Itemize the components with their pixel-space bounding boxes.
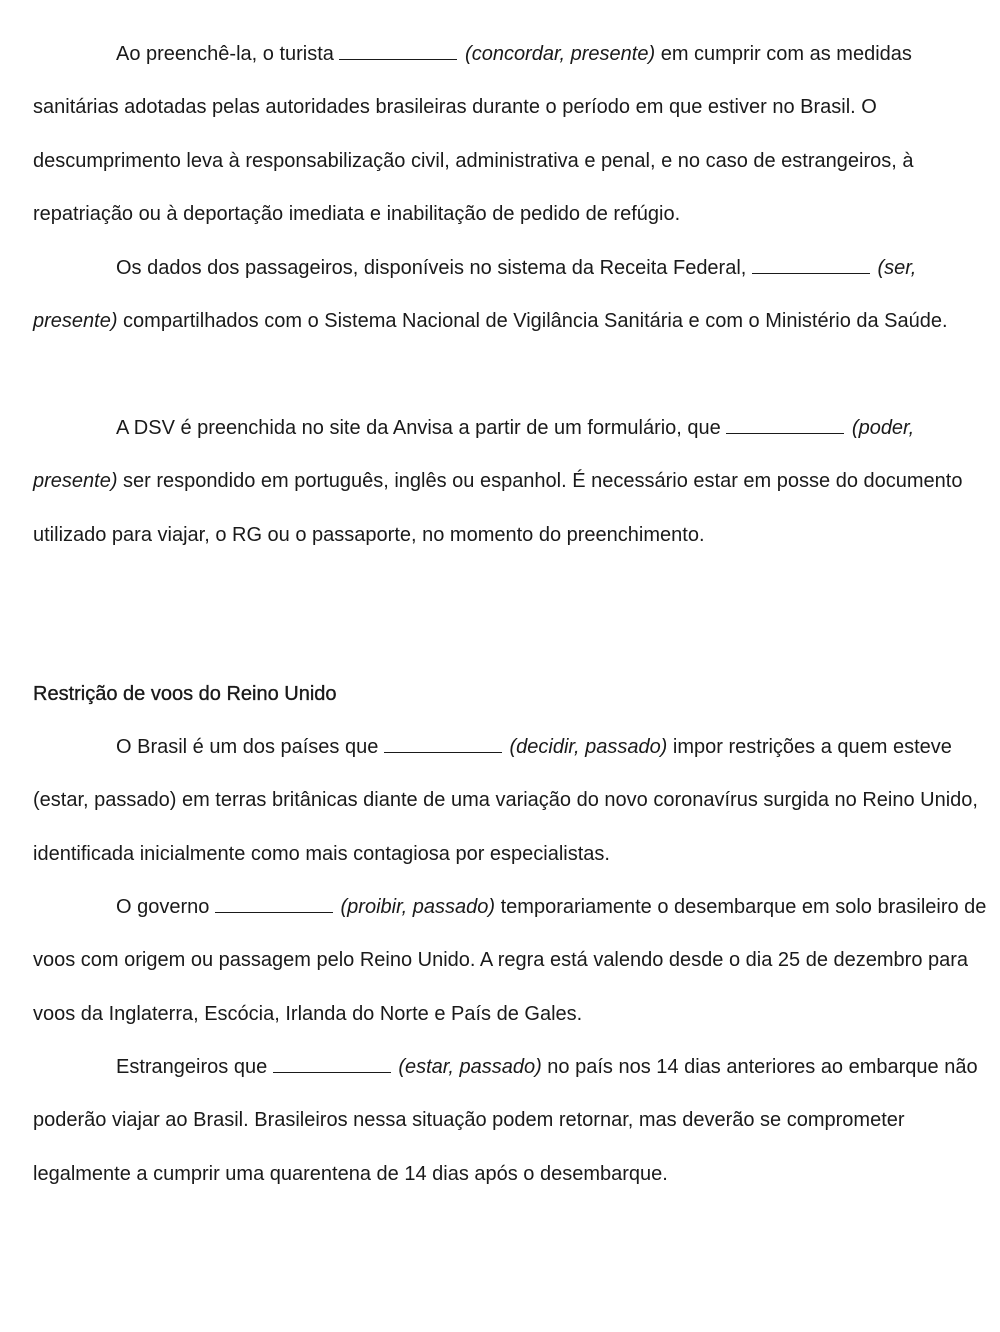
paragraph-text: em cumprir com as medidas sanitárias adotadas pelas autoridades brasileiras durante o período em que estiver no Brasil. O descumprimento leva à responsabilização civil, administrativa e penal, e no caso de estrangeiros, à repatriação ou à deportação imediata e inabilitação de pedido de refúgio. <box>33 43 914 225</box>
paragraph-governo <box>33 881 988 1041</box>
paragraph-turista <box>33 28 988 241</box>
paragraph-text: A DSV é preenchida no site da Anvisa a partir de um formulário, que <box>116 417 727 439</box>
paragraph-text: O Brasil é um dos países que <box>116 736 384 758</box>
paragraph-text: O governo <box>116 896 215 918</box>
fill-in-blank[interactable] <box>752 253 870 274</box>
paragraph-text: ser respondido em português, inglês ou espanhol. É necessário estar em posse do documento utilizado para viajar, o RG ou o passaporte, no momento do preenchimento. <box>33 470 963 546</box>
paragraph-text: temporariamente o desembarque em solo brasileiro de voos com origem ou passagem pelo Reino Unido. A regra está valendo desde o dia 25 de dezembro para voos da Inglaterra, Escócia, Irlanda do Norte e País de Gales. <box>33 896 987 1025</box>
verb-hint: (ser, presente) <box>33 257 917 333</box>
verb-hint: (proibir, passado) <box>340 896 496 918</box>
paragraph-estrangeiros <box>33 1041 988 1201</box>
fill-in-blank[interactable] <box>384 732 502 753</box>
paragraph-text: compartilhados com o Sistema Nacional de Vigilância Sanitária e com o Ministério da Saúde. <box>117 310 948 333</box>
fill-in-blank[interactable] <box>726 413 844 434</box>
fill-in-blank[interactable] <box>339 39 457 60</box>
paragraph-text: Ao preenchê-la, o turista <box>116 43 340 65</box>
verb-hint: (decidir, passado) <box>509 736 668 758</box>
fill-in-blank[interactable] <box>273 1052 391 1073</box>
paragraph-text: no país nos 14 dias anteriores ao embarque não poderão viajar ao Brasil. Brasileiros nessa situação podem retornar, mas deverão se comprometer legalmente a cumprir uma quarentena de 14 dias após o desembarque. <box>33 1056 978 1185</box>
paragraph-dsv <box>33 402 988 562</box>
paragraph-dados <box>33 242 988 349</box>
verb-hint: (estar, passado) <box>398 1056 542 1078</box>
paragraph-text: Os dados dos passageiros, disponíveis no sistema da Receita Federal, <box>116 257 752 279</box>
paragraph-text: Estrangeiros que <box>116 1056 273 1078</box>
verb-hint: (poder, presente) <box>33 417 915 493</box>
paragraph-brasil <box>33 721 988 881</box>
verb-hint: (concordar, presente) <box>465 43 656 65</box>
paragraph-text: impor restrições a quem esteve (estar, passado) em terras britânicas diante de uma variação do novo coronavírus surgida no Reino Unido, identificada inicialmente como mais contagiosa por especialistas. <box>33 736 978 865</box>
section-heading: Restrição de voos do Reino Unido <box>33 683 337 705</box>
fill-in-blank[interactable] <box>215 892 333 913</box>
